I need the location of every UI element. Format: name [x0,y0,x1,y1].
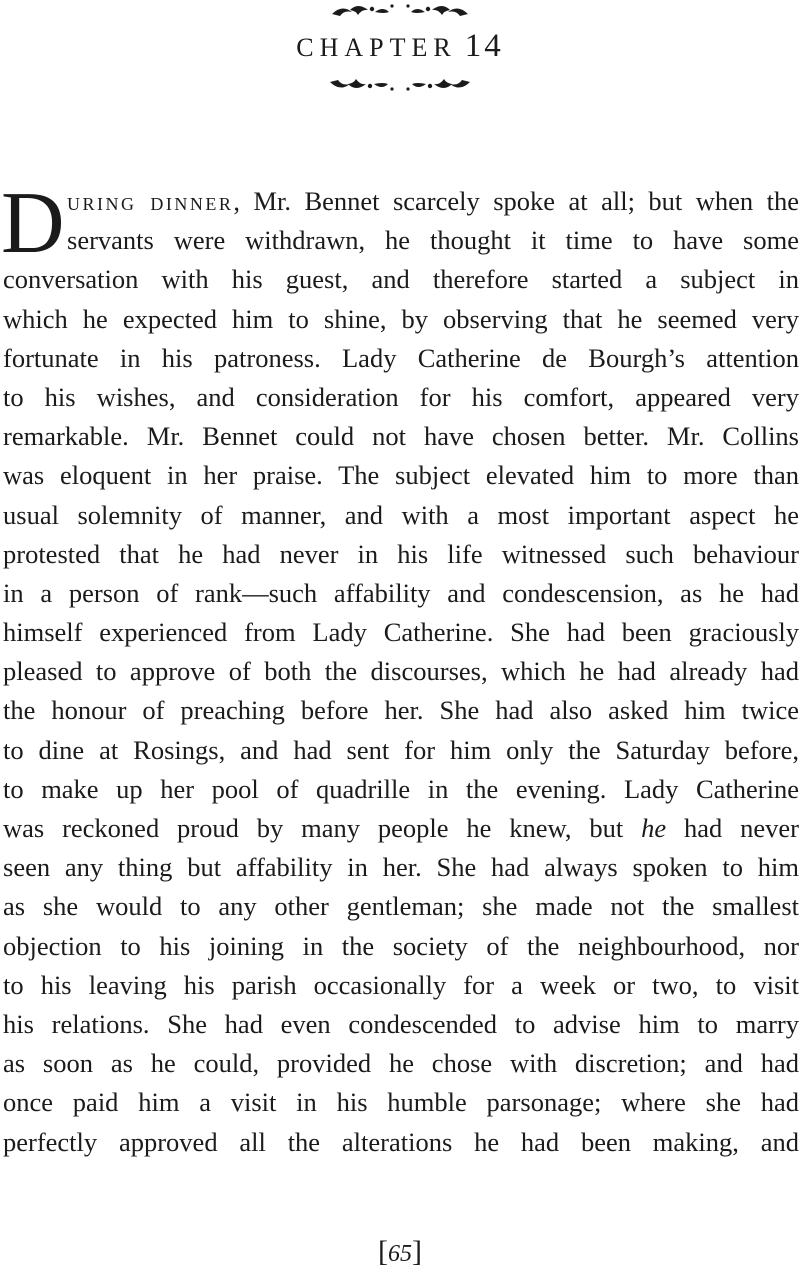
text-line: in a person of rank—such affability and condescension, as he had [3,577,799,608]
text-line: which he expected him to shine, by observing that he seemed very [3,303,799,334]
page-number [350,1236,450,1268]
text-line: to his wishes, and consideration for his comfort, appeared very [3,381,799,412]
text-line: objection to his joining in the society of the neighbourhood, nor [3,930,799,961]
chapter-heading [0,28,800,66]
text-line [3,809,799,848]
text-line: as she would to any other gentleman; she made not the smallest [3,891,799,922]
folio-number: 65 [388,1241,412,1267]
text-line [3,182,799,221]
flourish-icon [320,0,480,24]
flourish-icon [320,72,480,96]
text-line: to his leaving his parish occasionally for a week or two, to visit [3,969,799,1000]
text-line: himself experienced from Lady Catherine. She had been graciously [3,617,799,648]
line-text: was reckoned proud by many people he knew, but [3,813,642,843]
ornament-bottom-icon [320,72,480,96]
text-line: seen any thing but affability in her. She had always spoken to him [3,852,799,883]
text-line: his relations. She had even condescended to advise him to marry [3,1008,799,1039]
text-line: was eloquent in her praise. The subject elevated him to more than [3,460,799,491]
chapter-number: 14 [464,28,504,64]
emphasis-text: he [641,813,667,843]
text-line: to dine at Rosings, and had sent for him only the Saturday before, [3,734,799,765]
text-line: fortunate in his patroness. Lady Catherine de Bourgh’s attention [3,342,799,373]
text-line: protested that he had never in his life witnessed such behaviour [3,538,799,569]
chapter-word: CHAPTER [296,33,457,62]
text-line: once paid him a visit in his humble parsonage; where she had [3,1087,799,1118]
drop-cap: D [1,175,65,272]
text-line: usual solemnity of manner, and with a most important aspect he [3,499,799,530]
folio-bracket-left: [ [378,1235,388,1268]
lead-in-smallcaps: URING DINNER [67,194,234,214]
folio-bracket-right: ] [412,1235,422,1268]
text-line: as soon as he could, provided he chose with discretion; and had [3,1048,799,1079]
text-line: to make up her pool of quadrille in the evening. Lady Catherine [3,773,799,804]
text-line: perfectly approved all the alterations he had been making, and [3,1126,799,1157]
text-line: remarkable. Mr. Bennet could not have chosen better. Mr. Collins [3,421,799,452]
text-line: the honour of preaching before her. She had also asked him twice [3,695,799,726]
line-text: had never [666,813,799,843]
line-text: , Mr. Bennet scarcely spoke at all; but when the [233,186,799,216]
text-line: servants were withdrawn, he thought it time to have some [67,225,799,256]
ornament-top-icon [320,0,480,24]
chapter-body [1,175,799,1162]
text-line: conversation with his guest, and therefore started a subject in [3,264,799,295]
text-line: pleased to approve of both the discourses, which he had already had [3,656,799,687]
